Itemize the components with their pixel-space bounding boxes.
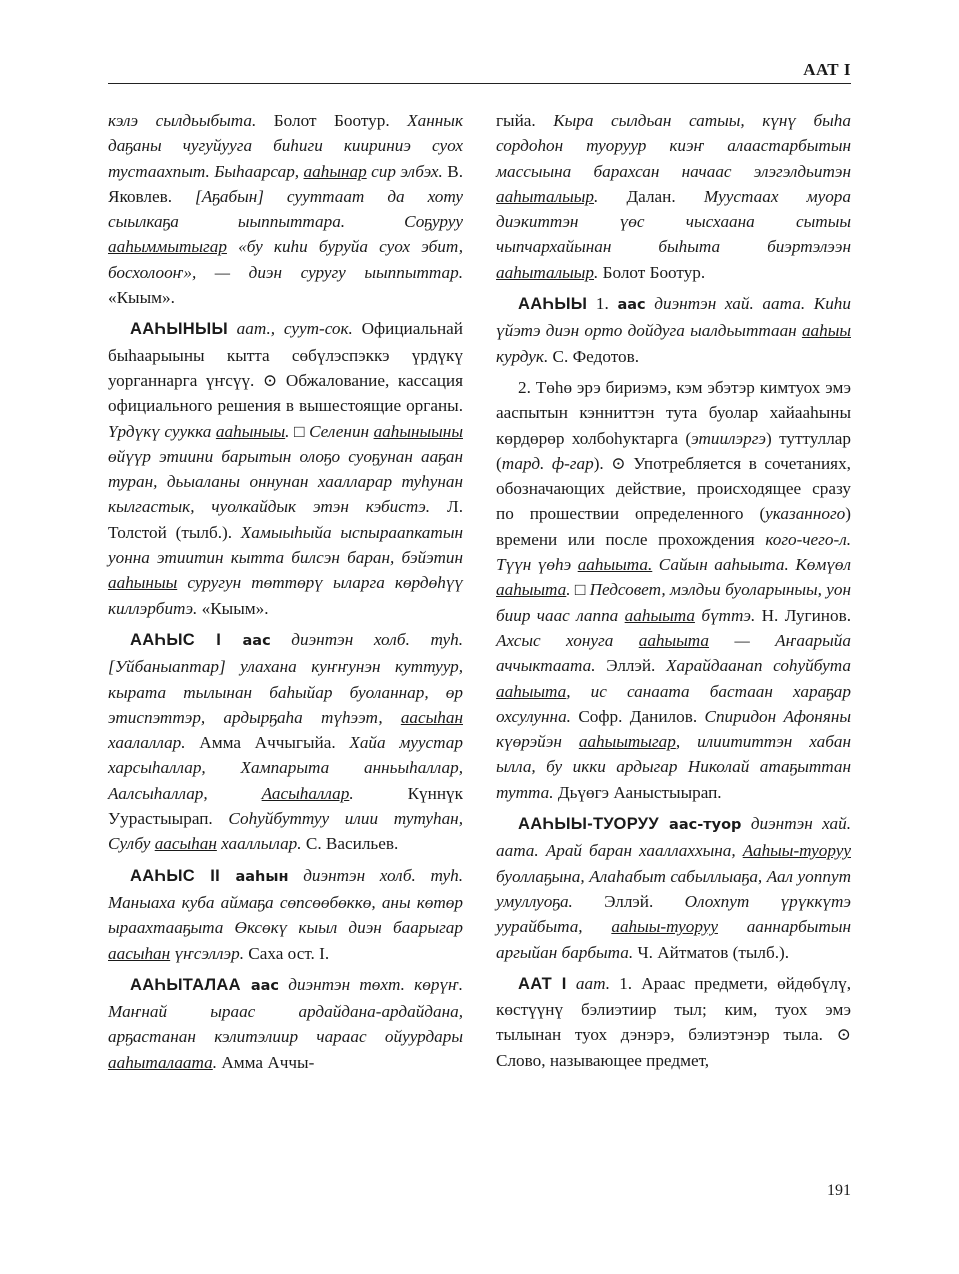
text: Софр. Данилов.	[570, 706, 705, 726]
example-form: ааһыытыгар	[578, 732, 676, 752]
italic-text: Хайа муустар харсыһаллар, Хампарыта анньыһаллар, Аалсыһаллар,	[108, 733, 463, 803]
italic-text: тард. ф-гар	[501, 453, 594, 473]
example-form: ааһыталыыр	[496, 186, 595, 206]
italic-text: , илиититтэн хабан ылла, бу икки ардыгар Николай атаҕыттан тутта.	[496, 732, 851, 802]
text: Болот Боотур.	[598, 262, 706, 282]
headword: ААҺЫЫ	[518, 295, 588, 314]
source-word: аас	[240, 977, 280, 994]
text: С. Васильев.	[301, 834, 399, 854]
headword: ААТ I	[518, 974, 567, 993]
text: Эллэй.	[595, 656, 666, 676]
text: 1.	[587, 294, 618, 314]
italic-text: диэнтэн холб. туһ. Маныаха куба аймаҕа сөпсөөбөккө, аны көтөр ыраахтааҕыта Өксөкү кыыл диэн баарыгар	[108, 865, 463, 938]
text: Саха ост. I.	[244, 943, 330, 963]
text: □	[570, 580, 590, 600]
italic-text: аат., суут-сок.	[227, 319, 353, 339]
dictionary-entry	[496, 291, 851, 369]
italic-text: бүттэ.	[694, 605, 756, 625]
italic-text: Муустаах муора диэкиттэн үөс чысхаана сытыы чыпчархайынан быһыта биэртэлээн	[496, 186, 851, 257]
italic-text: диэнтэн хай. аата. Киһи үйэтэ диэн орто дойдуга ыалдьыттаан	[496, 294, 851, 341]
italic-text: диэнтэн хай. аата. Арай баран хааллаххына,	[496, 814, 851, 861]
example-form: ааһыныы	[215, 421, 286, 441]
headword: ААҺЫНЫЫ	[130, 320, 228, 339]
italic-text: аат.	[566, 973, 610, 993]
example-form: аасыһан	[154, 834, 217, 854]
right-column	[496, 108, 851, 1073]
italic-text: Үрдүкү суукка	[108, 421, 216, 441]
italic-text: Харайдаанап соһуйбута	[666, 656, 851, 676]
example-form: аасыһан	[400, 707, 463, 727]
italic-text: хаалаллар.	[108, 733, 186, 753]
italic-text: Селенин	[309, 421, 374, 441]
text: Н. Лугинов.	[755, 605, 851, 625]
dictionary-entry	[108, 972, 463, 1075]
text: 1. Араас предмети, өйдөбүлү, көстүүнү бэлиэтиир тыл; ким, туох эмэ тылынан туох дэнэрэ, бэлиэтэнэр тыла. ⊙ Слово, называющее предмет,	[496, 973, 852, 1070]
text: Ч. Айтматов (тылб.).	[633, 942, 790, 962]
text: Эллэй.	[572, 891, 685, 911]
italic-text: [Аҕабын] сууттаат да хоту сыылкаҕа ыыппыттара. Соҕуруу	[108, 186, 463, 232]
italic-text: Спиридон Афоняны күөрэйэн	[496, 706, 851, 752]
italic-text: , ис санаата бастаан хараҕар охсулунна.	[496, 681, 851, 726]
header-rule	[108, 83, 851, 84]
text: ) туттуллар (	[496, 428, 851, 473]
dictionary-entry	[496, 811, 851, 965]
text: Күннүк Уурастыырап.	[108, 783, 463, 829]
dictionary-entry	[496, 971, 851, 1073]
headword: ААҺЫС I	[130, 630, 222, 649]
headword: ААҺЫТАЛАА	[130, 975, 241, 994]
page-number: 191	[827, 1182, 851, 1199]
example-form: ааһыммытыгар	[108, 237, 227, 257]
text: «Кыым».	[197, 598, 269, 618]
example-form: Аасыһаллар	[261, 783, 350, 803]
text: Далан.	[598, 186, 704, 206]
source-word: аас	[221, 632, 271, 649]
italic-text: ааннарбытын аргыйан барбыта.	[496, 917, 851, 962]
italic-text: курдук.	[496, 346, 549, 366]
dictionary-entry	[108, 627, 463, 857]
running-header	[108, 60, 851, 82]
italic-text: Соһуйбуттуу илии тутуһан, Сулбу	[108, 809, 463, 854]
example-form: ааһыыта	[496, 681, 567, 701]
italic-text: этиилэргэ	[691, 428, 766, 448]
source-word: ааһын	[220, 868, 289, 885]
italic-text: Олохпут үрүккүтэ уурайбыта,	[496, 891, 851, 937]
text: ). ⊙ Употребляется в сочетаниях, обозначающих действие, происходящее сразу по прошествии определенного (	[496, 453, 851, 524]
text: Амма Аччыгыйа.	[185, 733, 350, 753]
text: гыйа.	[496, 111, 554, 130]
example-form: ааһыталыыр	[496, 262, 595, 282]
example-form: ааһыыта	[624, 605, 695, 625]
italic-text: указанного	[765, 504, 846, 524]
example-form: ааһыы	[801, 321, 851, 341]
italic-text: буоллаҕына, Алаһабыт сабыллыаҕа, Аал уоппут умуллуоҕа.	[496, 866, 851, 911]
text: □	[289, 421, 310, 441]
italic-text: «бу киһи буруйа суох эбит, босхолооҥ», — диэн суругу ыыппыттар.	[108, 237, 463, 282]
italic-text: .	[212, 1052, 218, 1072]
headword: ААҺЫС II	[130, 866, 221, 885]
text: Официальнай быһаарыыны кытта сөбүлэспэккэ үрдүкү уорганнарга үҥсүү. ⊙ Обжалование, кассация официального решения в вышестоящие органы.	[108, 319, 463, 416]
dictionary-entry	[108, 316, 463, 621]
italic-text: сир элбэх.	[366, 161, 443, 181]
example-form: ааһыыта	[496, 580, 567, 600]
example-form: ааһыыта	[638, 630, 710, 650]
entry-continuation	[108, 108, 463, 310]
entry-sense	[496, 375, 851, 805]
italic-text: өйүүр этиини барытын олоҕо суоҕунан ааҕан туран, дьыаланы оннунан хаалларар туһунан кылгастык, чуолкайдык этэн кэбистэ.	[108, 446, 463, 517]
italic-text: кэлэ сылдьыбыта.	[108, 111, 257, 130]
example-form: ааһыы-туоруу	[611, 917, 718, 937]
running-headword: ААТ I	[803, 60, 851, 79]
text: Амма Аччы-	[217, 1052, 315, 1072]
italic-text: үҥсэллэр.	[170, 943, 244, 963]
italic-text: Сайын ааһыыта. Көмүөл	[652, 555, 851, 575]
italic-text: суругун төттөрү ыларга көрдөһүү киллэрбитэ.	[108, 573, 463, 618]
example-form: аасыһан	[108, 943, 171, 963]
source-word: аас	[617, 297, 646, 314]
text: Дьүөгэ Ааныстыырап.	[553, 782, 722, 802]
headword: ААҺЫЫ-ТУОРУУ	[518, 815, 659, 834]
italic-text: Педсовет, мэлдьи буоларыныы, уон биир чаас лаппа	[496, 580, 851, 625]
italic-text: Хамыыһыйа ыспыраапкатын уонна этиитин кытта билсэн баран, бэйэтин	[108, 522, 463, 568]
italic-text: — Аҥаарыйа аччыктаата.	[496, 630, 851, 676]
example-form: ааһынар	[303, 161, 367, 181]
example-form: ааһыныыны	[373, 421, 463, 441]
text: В. Яковлев.	[108, 161, 463, 206]
text: «Кыым».	[108, 288, 175, 308]
italic-text: .	[594, 262, 599, 282]
text: Л. Толстой (тылб.).	[108, 497, 463, 542]
italic-text: .	[594, 186, 599, 206]
italic-text: .	[566, 580, 571, 600]
text: С. Федотов.	[548, 346, 639, 366]
italic-text: диэнтэн холб. туһ. [Уйбаныаптар] улахана куҥҥунэн куттуур, кырата тылынан баһыйар буоланнар, өр этиспэттэр, ардырҕаһа түһээт,	[108, 629, 463, 727]
italic-text: диэнтэн төхт. көрүҥ. Маҥнай ыраас ардайдана-ардайдана, арҕастанан кэлитэлиир чараас ойуурдары	[108, 974, 463, 1047]
entry-continuation	[496, 108, 851, 285]
italic-text: .	[285, 421, 290, 441]
dictionary-entry	[108, 863, 463, 966]
text: Болот Боотур.	[256, 111, 408, 130]
italic-text: Кыра сылдьан сатыы, күнү быһа сордоһон туоруур киэҥ алаастарбытын массыына барахсан начаас элэгэлдьитэн	[496, 111, 851, 181]
italic-text: хааллылар.	[216, 834, 302, 854]
source-word: аас-туор	[658, 817, 742, 834]
italic-text: Ахсыс хонуга	[496, 630, 639, 650]
example-form: Ааһыы-туоруу	[742, 841, 851, 861]
example-form: ааһыыта.	[577, 555, 653, 575]
left-column	[108, 108, 463, 1075]
text: 2. Төһө эрэ бириэмэ, кэм эбэтэр кимтуох эмэ ааспытын кэнниттэн тута буолар хайааһыны көрдөрөр холбоһуктарга (	[496, 377, 851, 448]
italic-text: Ханнык даҕаны чугуйууга биһиги киириниэ суох тустаахпыт. Быһаарсар,	[108, 111, 463, 181]
example-form: ааһыталаата	[108, 1052, 213, 1072]
italic-text: кого-чего-л. Түүн үөһэ	[496, 529, 851, 575]
italic-text: .	[349, 783, 354, 803]
text: ) времени или после прохождения	[496, 504, 851, 549]
example-form: ааһыныы	[108, 573, 178, 593]
